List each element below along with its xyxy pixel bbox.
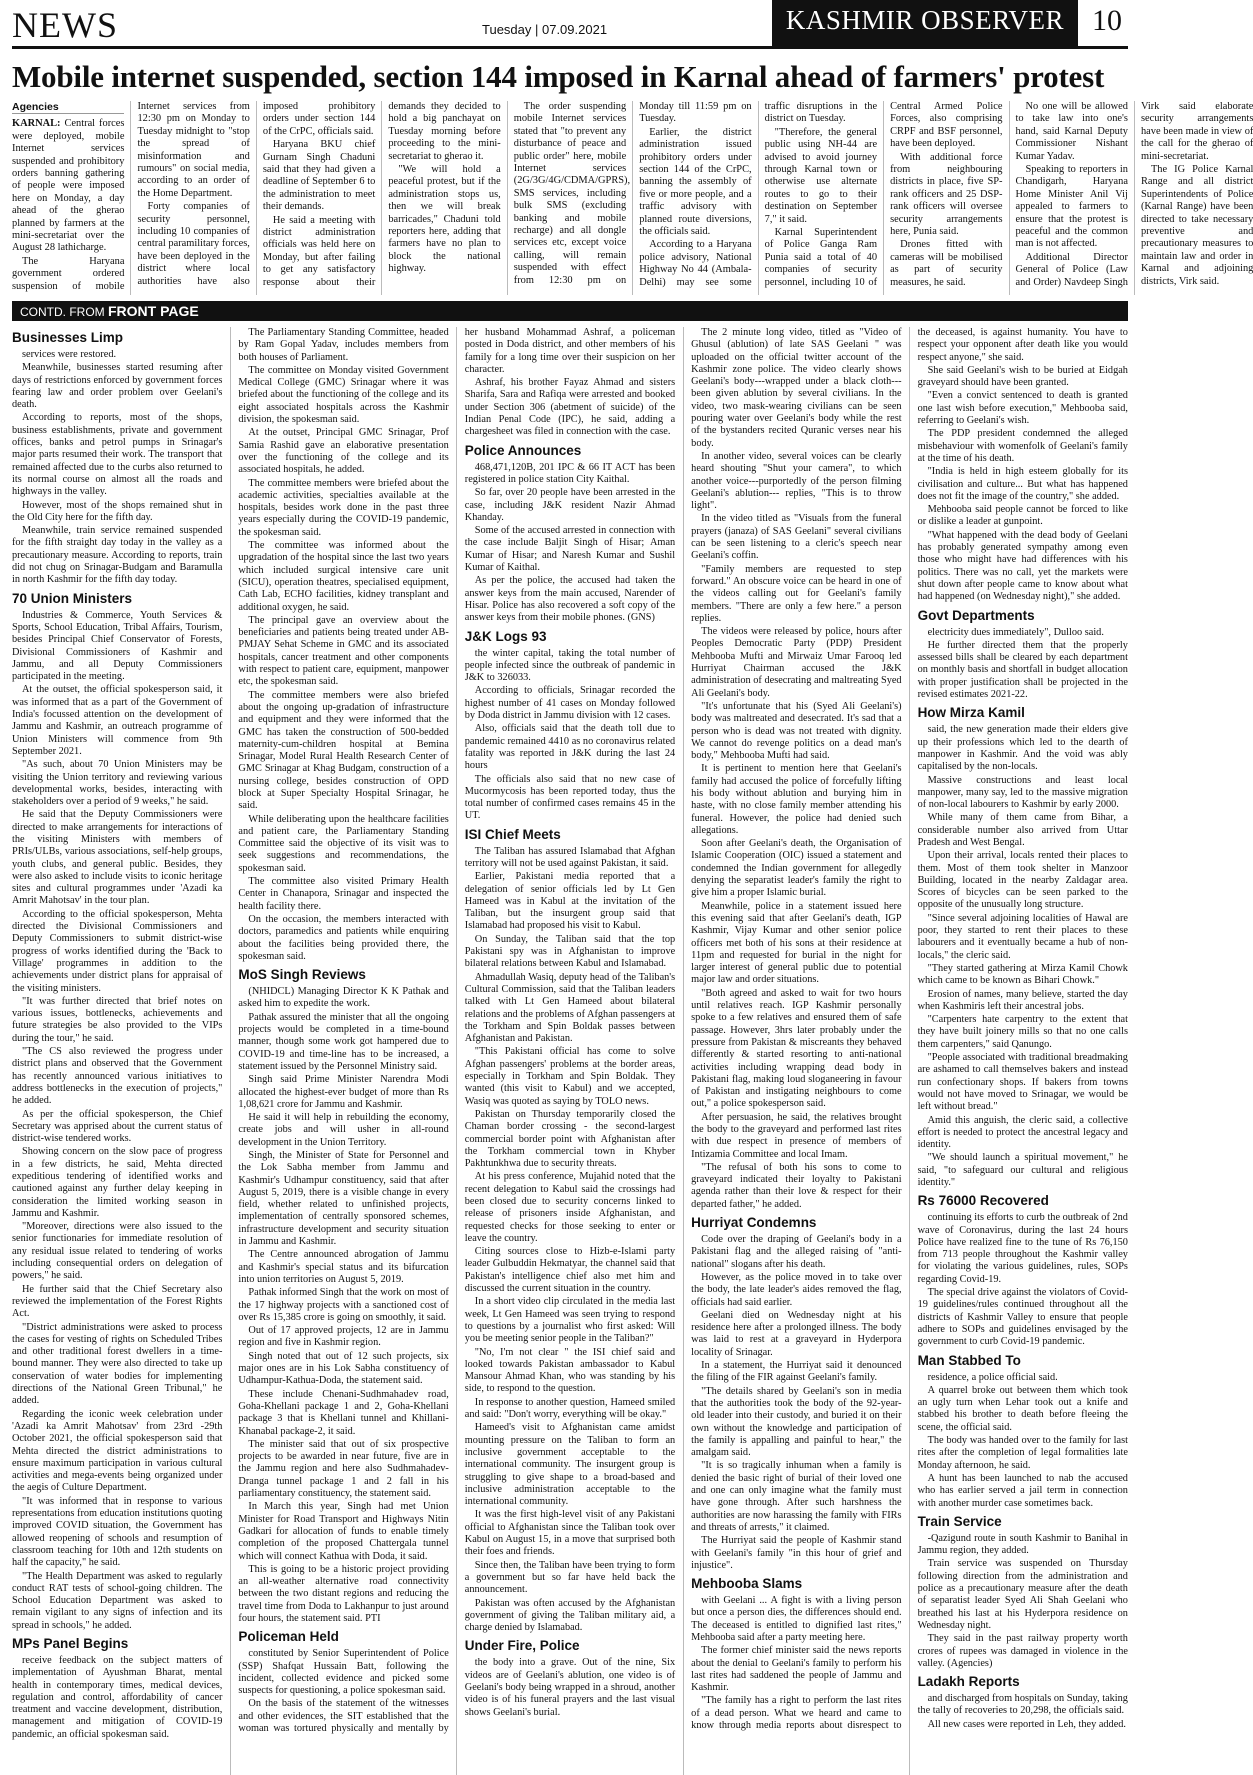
story-paragraph: According to reports, most of the shops, business establishments, private and government offices, banks and petrol pumps in Srinagar's major parts resumed their work. The transport that remained affected due to the curbs also returned to its normal course on almost all the roads and highways in the valley.: [12, 412, 222, 498]
story-paragraph: This is going to be a historic project providing an all-weather alternative road connectivity between the two distant regions and reducing the travel time from Doda to Lakhanpur to just around four hours, the statement said. PTI: [238, 1564, 448, 1625]
story-jump-heading: Police Announces: [465, 443, 675, 458]
story-jump-heading: Ladakh Reports: [918, 1674, 1128, 1689]
story-paragraph: He said it will help in rebuilding the economy, create jobs and will usher in all-round development in the Union Territory.: [238, 1112, 448, 1149]
story-paragraph: Code over the draping of Geelani's body in a Pakistani flag and the alleged raising of "anti-national" slogans after his death.: [691, 1234, 901, 1271]
story-paragraph: "It is so tragically inhuman when a family is denied the basic right of burial of their loved one and one can only imagine what the family must have gone through. After such harshness the authorities are now harassing the family with FIRs and threats of arrests," it claimed.: [691, 1460, 901, 1534]
continued-story: [465, 827, 675, 1635]
top-story-paragraph: Speaking to reporters in Chandigarh, Haryana Home Minister Anil Vij appealed to farmers to ensure that the protest is peaceful and the common man is not affected.: [1016, 164, 1128, 251]
story-paragraph: "As such, about 70 Union Ministers may be visiting the Union territory and reviewing various developmental works, besides, interacting with stakeholders over a period of 9 weeks," he said.: [12, 759, 222, 808]
contd-label: FRONT PAGE: [108, 303, 199, 319]
continued-story: [12, 330, 222, 587]
story-jump-heading: Govt Departments: [918, 608, 1128, 623]
story-paragraph: Some of the accused arrested in connection with the case include Baljit Singh of Hisar; Aman Kumar of Hisar; and Naresh Kumar and Sushil Kumar of Kaithal.: [465, 525, 675, 574]
section-name: NEWS: [12, 4, 118, 46]
story-paragraph: In another video, several voices can be clearly heard shouting "Shut your camera", to which another voice---purportedly of the person filming Geelani's ablution--- replies, "This is to throw light".: [691, 451, 901, 512]
top-story-headline: Mobile internet suspended, section 144 imposed in Karnal ahead of farmers' protest: [12, 59, 1128, 95]
story-paragraph: Train service was suspended on Thursday following direction from the administration and police as a precautionary measure after the death of separatist leader Syed Ali Shah Geelani who breathed his last at his Hyderpora residence on Wednesday night.: [918, 1558, 1128, 1632]
story-paragraph: "This Pakistani official has come to solve Afghan passengers' problems at the border areas, especially in Torkham and Spin Boldak. They wanted (this visit to Kabul) and we accepted, Wasiq was quoted as saying by TOLO news.: [465, 1046, 675, 1107]
top-story-paragraph: [12, 118, 124, 254]
story-paragraph: Meanwhile, train service remained suspended for the fifth straight day today in the valley as a precautionary measure. According to reports, train did not chug on Srinagar-Budgam and Baramulla in north Kashmir for the fifth day today.: [12, 525, 222, 586]
story-paragraph: Also, officials said that the death toll due to pandemic remained 4410 as no coronavirus related fatality was reported in J&K during the last 24 hours: [465, 723, 675, 772]
continued-stories: [12, 327, 1128, 1775]
story-paragraph: Pathak assured the minister that all the ongoing projects would be completed in a time-bound manner, though some work got hampered due to COVID-19 and time-line has to be increased, a statement issued by the Personnel Ministry said.: [238, 1012, 448, 1073]
top-story-paragraph: The order suspending mobile Internet services stated that "to prevent any disturbance of peace and public order" here, mobile Internet services (2G/3G/4G/CDMA/GPRS), SMS services, including bulk SMS (excluding banking and mobile recharge) and all dongle services etc, except voice calling, will remain suspended with effect from 12:30 pm on Monday till 11:59 pm on Tuesday.: [514, 101, 752, 295]
story-paragraph: After persuasion, he said, the relatives brought the body to the graveyard and performed last rites with due respect in presence of members of Intizamia Committee and local Imam.: [691, 1112, 901, 1161]
story-paragraph: According to the official spokesperson, Mehta directed the Divisional Commissioners and Deputy Commissioners to submit district-wise progress of works identified during the 'Back to Village' programmes in addition to the achievements under district plans for appraisal of the visiting ministers.: [12, 909, 222, 995]
story-paragraph: "They started gathering at Mirza Kamil Chowk which came to be known as Bihari Chowk.": [918, 963, 1128, 988]
story-paragraph: In a statement, the Hurriyat said it denounced the filing of the FIR against Geelani's family.: [691, 1360, 901, 1385]
story-paragraph: The body was handed over to the family for last rites after the completion of legal formalities late Monday afternoon, he said.: [918, 1435, 1128, 1472]
top-story-byline: Agencies: [12, 101, 124, 114]
story-paragraph: The Hurriyat said the people of Kashmir stand with Geelani's family "in this hour of grief and injustice".: [691, 1535, 901, 1572]
story-jump-heading: How Mirza Kamil: [918, 705, 1128, 720]
story-paragraph: "Moreover, directions were also issued to the senior functionaries for immediate resolution of any residual issue related to tendering of works including consequential orders on delegation of powers," he said.: [12, 1221, 222, 1282]
story-paragraph: with Geelani ... A fight is with a living person but once a person dies, the differences should end. The deceased is entitled to dignified last rites," Mehbooba said after a party meeting here.: [691, 1595, 901, 1644]
story-jump-heading: J&K Logs 93: [465, 629, 675, 644]
story-paragraph: According to officials, Srinagar recorded the highest number of 41 cases on Monday followed by Doda district in Jammu division with 12 cases.: [465, 685, 675, 722]
top-story-paragraph: Drones fitted with cameras will be mobilised as part of security measures, he said.: [890, 239, 1002, 289]
story-paragraph: He said that the Deputy Commissioners were directed to make arrangements for interactions of the visiting Ministers with members of PRIs/ULBs, various associations, self-help groups, youth clubs, and general public. Besides, they were also asked to include visits to iconic heritage sites and cultural programmes under 'Azadi ka Amrit Mahotsav' in the tour plan.: [12, 809, 222, 907]
story-paragraph: These include Chenani-Sudhmahadev road, Goha-Khellani package 1 and 2, Goha-Khellani package 3 that is Khellani tunnel and Khillani-Khanabal package-2, it said.: [238, 1389, 448, 1438]
story-paragraph: "India is held in high esteem globally for its civilisation and culture... But what has happened does not fit the image of the country," she added.: [918, 466, 1128, 503]
story-paragraph: In a short video clip circulated in the media last week, Lt Gen Hameed was seen trying to respond to questions by a journalist who first asked: Will you be meeting senior people in the Taliban?": [465, 1296, 675, 1345]
page-number: 10: [1078, 0, 1128, 46]
story-paragraph: Meanwhile, police in a statement issued here this evening said that after Geelani's death, IGP Kashmir, Vijay Kumar and other senior police officers met both of his sons at their residence at 11pm and requested for burial in the night for larger interest of general public due to potential major law and order situations.: [691, 901, 901, 987]
story-paragraph: He further said that the Chief Secretary also reviewed the implementation of the Forest Rights Act.: [12, 1284, 222, 1321]
story-paragraph: "The Health Department was asked to regularly conduct RAT tests of school-going children. The School Education Department was asked to remain vigilant to any signs of infection and its spread in schools," he added.: [12, 1571, 222, 1632]
story-paragraph: Amid this anguish, the cleric said, a collective effort is needed to protect the ancestral legacy and identity.: [918, 1115, 1128, 1152]
top-story-paragraph: Earlier, the district administration issued prohibitory orders under section 144 of the CrPC, banning the assembly of five or more people, and a traffic advisory with planned route diversions, the officials said.: [639, 127, 751, 239]
story-paragraph: A hunt has been launched to nab the accused who has earlier served a jail term in connection with another murder case sometimes back.: [918, 1473, 1128, 1510]
story-paragraph: "It was informed that in response to various representations from education institutions quoting improved COVID situation, the Government has allowed reopening of schools and resumption of classroom teaching for 10th and 12th students on half the capacity," he said.: [12, 1496, 222, 1570]
story-jump-heading: MoS Singh Reviews: [238, 967, 448, 982]
story-paragraph: It is pertinent to mention here that Geelani's family had accused the police of forcefully lifting his body without ablution and burying him in haste, with no close family member attending his funeral. However, the police had denied such allegations.: [691, 763, 901, 837]
story-paragraph: Singh noted that out of 12 such projects, six major ones are in his Lok Sabha constituency of Udhampur-Kathua-Doda, the statement said.: [238, 1351, 448, 1388]
story-jump-heading: Rs 76000 Recovered: [918, 1193, 1128, 1208]
story-paragraph: Earlier, Pakistani media reported that a delegation of senior officials led by Lt Gen Hameed was in Kabul at the invitation of the Taliban, but the insurgent group said that Islamabad had proposed his visit to Kabul.: [465, 871, 675, 932]
story-paragraph: Since then, the Taliban have been trying to form a government but so far have held back the announcement.: [465, 1560, 675, 1597]
top-story-paragraph: The IG Police Karnal Range and all district Superintendents of Police (Karnal Range) have been directed to take necessary preventive and precautionary measures to maintain law and order in Karnal and adjoining districts, Virk said.: [1141, 164, 1253, 288]
story-paragraph: Soon after Geelani's death, the Organisation of Islamic Cooperation (OIC) issued a statement and condemned the Indian government for allegedly denying the separatist leader's family the right to give him a proper Islamic burial.: [691, 838, 901, 899]
top-story-paragraph: Forty companies of security personnel, including 10 companies of central paramilitary forces, have been deployed in the district where local authorities have also imposed prohibitory orders under section 144 of the CrPC, officials said.: [137, 101, 375, 295]
story-jump-heading: Hurriyat Condemns: [691, 1215, 901, 1230]
story-paragraph: (NHIDCL) Managing Director K K Pathak and asked him to expedite the work.: [238, 986, 448, 1011]
story-paragraph: Regarding the iconic week celebration under 'Azadi ka Amrit Mahotsav' from 23rd -29th October 2021, the official spokesperson said that Mehta directed the district administrations to ensure maximum participation in various cultural activities and mega-events being organized under the aegis of Culture Department.: [12, 1409, 222, 1495]
story-paragraph: Citing sources close to Hizb-e-Islami party leader Gulbuddin Hekmatyar, the channel said that Pakistan's intelligence chief also met him and discussed the current situation in the country.: [465, 1246, 675, 1295]
story-paragraph: "The CS also reviewed the progress under district plans and observed that the Government has recently announced various initiatives to address bottlenecks in the execution of projects," he added.: [12, 1046, 222, 1107]
story-paragraph: On the basis of the statement of the witnesses and other evidences, the SIT established that the woman was tortured physically and mentally by her husband Mohammad Ashraf, a policeman posted in Doda district, and other members of his family for a long time over their suspicion on her character.: [238, 327, 675, 1741]
story-paragraph: Pathak informed Singh that the work on most of the 17 highway projects with a sanctioned cost of over Rs 15,385 crore is going on smoothly, it said.: [238, 1287, 448, 1324]
top-story-body: [12, 101, 1128, 295]
continued-story: [918, 1674, 1128, 1731]
continued-story: [465, 443, 675, 625]
story-jump-heading: Train Service: [918, 1514, 1128, 1529]
story-paragraph: "Since several adjoining localities of Hawal are poor, they started to rent their places to these labourers and it eventually became a hub of non-locals," the cleric said.: [918, 913, 1128, 962]
story-paragraph: The videos were released by police, hours after Peoples Democratic Party (PDP) President Mehbooba Mufti and Mirwaiz Umar Farooq led Hurriyat Chairman accused the J&K administration of desecrating and maltreating Syed Ali Geelani's body.: [691, 626, 901, 700]
story-paragraph: The committee also visited Primary Health Center in Chanapora, Srinagar and inspected the health facility there.: [238, 876, 448, 913]
top-story-lead-text: Central forces were deployed, mobile Internet services suspended and prohibitory orders banning gathering of people were imposed here on Monday, a day ahead of the gherao planned by farmers at the mini-secretariat over the August 28 lathicharge.: [12, 118, 124, 253]
continued-story: [691, 1215, 901, 1572]
story-paragraph: The committee on Monday visited Government Medical College (GMC) Srinagar where it was briefed about the functioning of the college and its eight associated hospitals across the Kashmir division, the spokesman said.: [238, 365, 448, 426]
continued-story: [918, 1514, 1128, 1670]
story-paragraph: The committee members were also briefed about the ongoing up-gradation of infrastructure and equipment and they were informed that the GMC has taken the construction of 500-bedded maternity-cum-children hospital at Bemina Srinagar, Model Rural Health Research Center of GMC Srinagar at Khag Budgam, construction of a nursing college, besides construction of OPD block at Super Specialty Hospital Srinagar, he said.: [238, 690, 448, 813]
story-paragraph: Meanwhile, businesses started resuming after days of restrictions enforced by government forces fearing law and order problem over Geelani's death.: [12, 362, 222, 411]
story-paragraph: He further directed them that the properly assessed bills shall be cleared by each department on monthly basis and shortfall in budget allocation with proper justification shall be projected in the revised estimates 2021-22.: [918, 640, 1128, 701]
story-paragraph: The minister said that out of six prospective projects to be awarded in near future, five are in the Jammu region and here also Sudhmahadev-Dranga tunnel package 1 and 2 fall in his parliamentary constituency, the statement said.: [238, 1439, 448, 1500]
story-paragraph: -Qazigund route in south Kashmir to Banihal in Jammu region, they added.: [918, 1533, 1128, 1558]
story-paragraph: continuing its efforts to curb the outbreak of 2nd wave of Coronavirus, during the last 24 hours Police have realized fine to the tune of Rs 76,150 from 713 people throughout the Kashmir valley for violating the various guidelines, rules, SOPs regarding Covid-19.: [918, 1212, 1128, 1286]
story-paragraph: "Family members are requested to step forward." An obscure voice can be heard in one of the videos calling out for Geelani's family members. "There are only a few here." a person replies.: [691, 564, 901, 625]
story-paragraph: While many of them came from Bihar, a considerable number also arrived from Uttar Pradesh and West Bengal.: [918, 812, 1128, 849]
continued-story: [12, 591, 222, 1632]
story-paragraph: "Carpenters hate carpentry to the extent that they have built joinery mills so that no one calls them carpenters," said Qanungo.: [918, 1014, 1128, 1051]
story-paragraph: "The family has a right to perform the last rites of a dead person. What we heard and came to know through media reports about disrespect to the deceased, is against humanity. You have to respect your opponent after death like you would respect anyone," she said.: [691, 327, 1128, 1741]
story-paragraph: Singh said Prime Minister Narendra Modi allocated the highest-ever budget of more than Rs 1,08,621 crore for Jammu and Kashmir.: [238, 1074, 448, 1111]
story-paragraph: At the outset, the official spokesperson said, it was informed that as a part of the Government of India's focussed attention on the development of Jammu and Kashmir, an outreach programme of Union Ministers will commence from 9th September 2021.: [12, 684, 222, 758]
story-paragraph: "People associated with traditional breadmaking are ashamed to call themselves bakers and instead run confectionary shops. If bakers from towns would not have moved to Srinagar, we would be left without bread.": [918, 1052, 1128, 1113]
story-paragraph: A quarrel broke out between them which took an ugly turn when Lehar took out a knife and stabbed his brother to death before fleeing the scene, the official said.: [918, 1385, 1128, 1434]
top-story-paragraph: No one will be allowed to take law into one's hand, said Karnal Deputy Commissioner Nishant Kumar Yadav.: [1016, 101, 1128, 163]
story-jump-heading: Policeman Held: [238, 1629, 448, 1644]
top-story-paragraph: "Therefore, the general public using NH-44 are advised to avoid journey through Karnal town or otherwise use alternate routes to go to their destination on September 7," it said.: [765, 127, 877, 226]
story-paragraph: The Taliban has assured Islamabad that Afghan territory will not be used against Pakistan, it said.: [465, 846, 675, 871]
story-paragraph: residence, a police official said.: [918, 1372, 1128, 1384]
story-paragraph: While deliberating upon the healthcare facilities and patient care, the Parliamentary Standing Committee said the objective of its visit was to seek suggestions and recommendations, the spokesman said.: [238, 814, 448, 875]
top-story-dateline: KARNAL:: [12, 118, 61, 129]
story-jump-heading: 70 Union Ministers: [12, 591, 222, 606]
masthead: [12, 0, 1128, 49]
story-paragraph: Industries & Commerce, Youth Services & Sports, School Education, Tribal Affairs, Tourism, besides Principal Chief Conservator of Forests, Divisional Commissioners of Kashmir and Jammu, and all Deputy Commissioners participated in the meeting.: [12, 610, 222, 684]
top-story-paragraph: Karnal Superintendent of Police Ganga Ram Punia said a total of 40 companies of security personnel, including 10 of Central Armed Police Forces, also comprising CRPF and BSF personnel, have been deployed.: [765, 101, 1003, 295]
top-story-paragraph: According to a Haryana police advisory, National Highway No 44 (Ambala-Delhi) may see some traffic disruptions in the district on Tuesday.: [639, 101, 877, 295]
story-paragraph: Erosion of names, many believe, started the day when Kashmiris left their ancestral jobs.: [918, 989, 1128, 1014]
story-paragraph: Massive constructions and least local manpower, many say, led to the massive migration of non-local labourers to Kashmir by early 2000.: [918, 775, 1128, 812]
story-paragraph: Singh, the Minister of State for Personnel and the Lok Sabha member from Jammu and Kashmir's Udhampur constituency, said that after August 5, 2019, there is a visible change in every field, whether related to unfinished projects, implementation of centrally sponsored schemes, infrastructure development and security situation in Jammu and Kashmir.: [238, 1150, 448, 1248]
story-paragraph: Mehbooba said people cannot be forced to like or dislike a leader at gunpoint.: [918, 504, 1128, 529]
continued-from-front-page-bar: [12, 301, 1128, 321]
story-paragraph: the winter capital, taking the total number of people infected since the outbreak of pandemic in J&K to 326033.: [465, 648, 675, 685]
story-paragraph: 468,471,120B, 201 IPC & 66 IT ACT has been registered in police station City Kaithal.: [465, 462, 675, 487]
paper-name: KASHMIR OBSERVER: [772, 0, 1078, 46]
story-paragraph: The special drive against the violators of Covid-19 guidelines/rules continued throughout all the districts of Kashmir Valley to ensure that people adhere to SOPs and guidelines envisaged by the government to curb Covid-19 pandemic.: [918, 1287, 1128, 1348]
top-story-paragraph: He said a meeting with district administration officials was held here on Monday, but after failing to get any satisfactory response about their demands they decided to hold a big panchayat on Tuesday morning before proceeding to the mini-secretariat to gherao it.: [263, 101, 501, 295]
story-jump-heading: Mehbooba Slams: [691, 1576, 901, 1591]
top-story-paragraph: The Haryana government ordered suspension of mobile Internet services from 12:30 pm on Monday to Tuesday midnight to "stop the spread of misinformation and rumours" on social media, according to an order of the Home Department.: [12, 101, 250, 295]
story-paragraph: services were restored.: [12, 349, 222, 361]
story-paragraph: Upon their arrival, locals rented their places to them. Most of them took shelter in Manzoor Building, located in the nearby Zaldagar area. Scores of bicycles can be seen parked to the opposite of the unusually long structure.: [918, 850, 1128, 911]
story-paragraph: The 2 minute long video, titled as "Video of Ghusul (ablution) of late SAS Geelani " was uploaded on the official twitter account of the Kashmir zone police. The video clearly shows Geelani's body---wrapped under a black cloth---been given ablution by several civilians. In the video, two mask-wearing civilians can be seen pouring water over Geelani's body while the rest of the bystanders recited Quranic verses near his body.: [691, 327, 901, 450]
story-paragraph: At his press conference, Mujahid noted that the recent delegation to Kabul said the crossings had been closed due to security concerns linked to release of prisoners inside Afghanistan, and requested checks for those seeking to enter or leave the country.: [465, 1171, 675, 1245]
story-paragraph: However, as the police moved in to take over the body, the late leader's aides removed the flag, officials had said earlier.: [691, 1272, 901, 1309]
story-paragraph: "District administrations were asked to process the cases for vesting of rights on Scheduled Tribes and other traditional forest dwellers in a time-bound manner. They were also directed to take up conservation of water bodies for implementing directions of the National Green Tribunal," he added.: [12, 1322, 222, 1408]
continued-story: [465, 629, 675, 823]
story-paragraph: The Centre announced abrogation of Jammu and Kashmir's special status and its bifurcation into union territories on August 5, 2019.: [238, 1249, 448, 1286]
story-paragraph: So far, over 20 people have been arrested in the case, including J&K resident Nazir Ahmad Khanday.: [465, 487, 675, 524]
story-paragraph: Hameed's visit to Afghanistan came amidst mounting pressure on the Taliban to form an inclusive government acceptable to the international community. The insurgent group is struggling to give shape to a broad-based and inclusive administration acceptable to the international community.: [465, 1422, 675, 1508]
top-story-paragraph: Additional Director General of Police (Law and Order) Navdeep Singh Virk said elaborate security arrangements have been made in view of the call for the gherao of mini-secretariat.: [1016, 101, 1253, 295]
story-paragraph: At the outset, Principal GMC Srinagar, Prof Samia Rashid gave an elaborative presentation over the functioning of the college and its associated hospitals, he added.: [238, 427, 448, 476]
continued-story: [918, 705, 1128, 1189]
story-paragraph: "It's unfortunate that his (Syed Ali Geelani's) body was maltreated and desecrated. It's sad that a person who is dead was not treated with dignity. We cannot do revenge politics on a dead man's body," Mehbooba Mufti had said.: [691, 701, 901, 762]
top-story-paragraph: "We will hold a peaceful protest, but if the administration stops us, then we will break barricades," Chaduni told reporters here, adding that farmers have no plan to block the national highway.: [388, 164, 500, 276]
story-jump-heading: MPs Panel Begins: [12, 1636, 222, 1651]
story-jump-heading: Under Fire, Police: [465, 1638, 675, 1653]
story-paragraph: "It was further directed that brief notes on various issues, bottlenecks, achievements and future strategies be also provided to the VIPs during the tour," he said.: [12, 996, 222, 1045]
story-paragraph: "The details shared by Geelani's son in media that the authorities took the body of the 92-year-old leader into their custody, and buried it on their own without the knowledge and participation of the family is appalling and painful to hear," the amalgam said.: [691, 1386, 901, 1460]
story-paragraph: "Both agreed and asked to wait for two hours until relatives reach. IGP Kashmir personally spoke to a few relatives and ensured them of safe passage. However, 3hrs later probably under the pressure from Pakistan & miscreants they behaved differently & started resorting to anti-national activities including wrapping dead body in Pakistani flag, making loud sloganeering in favour of Pakistan and instigating neighbours to come out," a police spokesperson said.: [691, 988, 901, 1111]
story-paragraph: "Even a convict sentenced to death is granted one last wish before execution," Mehbooba said, referring to Geelani's wish.: [918, 390, 1128, 427]
story-paragraph: All new cases were reported in Leh, they added.: [918, 1719, 1128, 1731]
story-paragraph: constituted by Senior Superintendent of Police (SSP) Shafqat Hussain Batt, following the incident, collected evidence and picked some suspects for questioning, a police spokesman said.: [238, 1648, 448, 1697]
story-paragraph: "We should launch a spiritual movement," he said, "to safeguard our cultural and religious identity.": [918, 1152, 1128, 1189]
continued-story: [918, 1193, 1128, 1348]
issue-date: Tuesday | 07.09.2021: [482, 22, 607, 37]
story-paragraph: In March this year, Singh had met Union Minister for Road Transport and Highways Nitin Gadkari for allocation of funds to enable timely completion of the proposed Chattergala tunnel which will connect Kathua with Doda, it said.: [238, 1501, 448, 1562]
story-paragraph: The officials also said that no new case of Mucormycosis has been reported today, thus the total number of confirmed cases remains 45 in the UT.: [465, 774, 675, 823]
story-paragraph: On Sunday, the Taliban said that the top Pakistani spy was in Afghanistan to improve bilateral relations between Kabul and Islamabad.: [465, 934, 675, 971]
continued-story: [918, 1353, 1128, 1510]
story-jump-heading: Businesses Limp: [12, 330, 222, 345]
paper-name-block: [772, 0, 1128, 46]
story-paragraph: "What happened with the dead body of Geelani has probably generated sympathy among even those who might have had differences with his politics. There was no call, yet the markets were shut down after people came to know about what had happened (on Wednesday night)," she added.: [918, 530, 1128, 604]
story-paragraph: Out of 17 approved projects, 12 are in Jammu region and five in Kashmir region.: [238, 1325, 448, 1350]
story-paragraph: Showing concern on the slow pace of progress in a few districts, he said, Mehta directed expeditious tendering of identified works and cautioned against any further delay keeping in consideration the limited working season in Jammu and Kashmir.: [12, 1146, 222, 1220]
story-paragraph: Pakistan on Thursday temporarily closed the Chaman border crossing - the second-largest commercial border point with Afghanistan after the Torkham commercial town in Khyber Pakhtunkhwa due to security threats.: [465, 1109, 675, 1170]
continued-story: [238, 967, 448, 1625]
story-jump-heading: Man Stabbed To: [918, 1353, 1128, 1368]
story-paragraph: The former chief minister said the news reports about the denial to Geelani's family to perform his last rites had saddened the people of Jammu and Kashmir.: [691, 1645, 901, 1694]
story-paragraph: As per the official spokesperson, the Chief Secretary was apprised about the current status of district-wise tendered works.: [12, 1109, 222, 1146]
story-paragraph: In the video titled as "Visuals from the funeral prayers (janaza) of SAS Geelani" several civilians can be seen listening to a cleric's speech near Geelani's coffin.: [691, 513, 901, 562]
story-paragraph: The committee was informed about the upgradation of the hospital since the last two years which included surgical intensive care unit (SICU), operation theatres, specialised equipment, Cath Lab, ECHO facilities, kidney transplant and additional oxygen, he said.: [238, 540, 448, 614]
story-paragraph: Ashraf, his brother Fayaz Ahmad and sisters Sharifa, Sara and Rafiqa were arrested and booked under Section 306 (abetment of suicide) of the Indian Penal Code (IPC), he said, adding a chargesheet was filed in connection with the case.: [465, 377, 675, 438]
story-paragraph: They said in the past railway property worth crores of rupees was damaged in violence in the valley. (Agencies): [918, 1633, 1128, 1670]
story-paragraph: However, most of the shops remained shut in the Old City here for the fifth day.: [12, 500, 222, 525]
story-paragraph: electricity dues immediately", Dulloo said.: [918, 627, 1128, 639]
story-paragraph: said, the new generation made their elders give up their professions which led to the dearth of manpower in Kashmir. And the void was ably capitalised by the non-locals.: [918, 724, 1128, 773]
story-paragraph: It was the first high-level visit of any Pakistani official to Afghanistan since the Taliban took over Kabul on August 15, in a move that surprised both their foes and friends.: [465, 1509, 675, 1558]
story-paragraph: She said Geelani's wish to be buried at Eidgah graveyard should have been granted.: [918, 365, 1128, 390]
story-paragraph: and discharged from hospitals on Sunday, taking the tally of recoveries to 20,298, the officials said.: [918, 1693, 1128, 1718]
contd-prefix: CONTD. FROM: [20, 305, 105, 319]
story-paragraph: "No, I'm not clear " the ISI chief said and looked towards Pakistan ambassador to Kabul Mansour Ahmad Khan, who was standing by his side, to respond to the question.: [465, 1347, 675, 1396]
story-paragraph: The committee members were briefed about the academic activities, specialties available at the hospitals, besides work done in the past three years especially during the COVID-19 pandemic, the spokesman said.: [238, 478, 448, 539]
story-paragraph: Pakistan was often accused by the Afghanistan government of giving the Taliban military aid, a charge denied by Islamabad.: [465, 1598, 675, 1635]
story-paragraph: receive feedback on the subject matters of implementation of Ayushman Bharat, mental health in contemporary times, medical devices, regulation and control, affordability of cancer treatment and vaccine development, distribution, management and mitigation of COVID-19 pandemic, an official spokesman said.: [12, 1655, 222, 1741]
continued-story: [918, 608, 1128, 702]
story-paragraph: The Parliamentary Standing Committee, headed by Ram Gopal Yadav, includes members from both houses of Parliament.: [238, 327, 448, 364]
story-paragraph: As per the police, the accused had taken the answer keys from the main accused, Narender of Hisar. Police has also recovered a soft copy of the answer keys from their mobile phones. (GNS): [465, 575, 675, 624]
top-story-paragraph: Haryana BKU chief Gurnam Singh Chaduni said that they had given a deadline of September 6 to the administration to meet their demands.: [263, 139, 375, 213]
story-paragraph: The PDP president condemned the alleged misbehaviour with womenfolk of Geelani's family at the time of his death.: [918, 428, 1128, 465]
story-paragraph: In response to another question, Hameed smiled and said: "Don't worry, everything will be okay.": [465, 1397, 675, 1422]
story-paragraph: Ahmadullah Wasiq, deputy head of the Taliban's Cultural Commission, said that the Taliban leaders talked with Lt Gen Hameed about bilateral relations and the problems of Afghan passengers at the Torkham and Spin Boldak passes between Afghanistan and Pakistan.: [465, 972, 675, 1046]
story-paragraph: Geelani died on Wednesday night at his residence here after a prolonged illness. The body was laid to rest at a graveyard in Hyderpora locality of Srinagar.: [691, 1310, 901, 1359]
story-jump-heading: ISI Chief Meets: [465, 827, 675, 842]
story-paragraph: On the occasion, the members interacted with doctors, paramedics and patients while enquiring about the facilities being provided there, the spokesman said.: [238, 914, 448, 963]
story-paragraph: The principal gave an overview about the beneficiaries and patients being treated under AB-PMJAY Sehat Scheme in GMC and its associated hospitals, cancer treatment and other components with respect to patient care, equipment, manpower etc, the spokesman said.: [238, 615, 448, 689]
story-paragraph: the body into a grave. Out of the nine, Six videos are of Geelani's ablution, one video is of Geelani's body being wrapped in a shroud, another video is of his funeral prayers and the last visual shows Geelani's burial.: [465, 1657, 675, 1718]
story-paragraph: "The refusal of both his sons to come to graveyard indicated their loyalty to Pakistani agenda rather than their love & respect for their departed father," he added.: [691, 1162, 901, 1211]
top-story-paragraph: With additional force from neighbouring districts in place, five SP-rank officers and 25 DSP-rank officers will oversee security arrangements here, Punia said.: [890, 152, 1002, 239]
